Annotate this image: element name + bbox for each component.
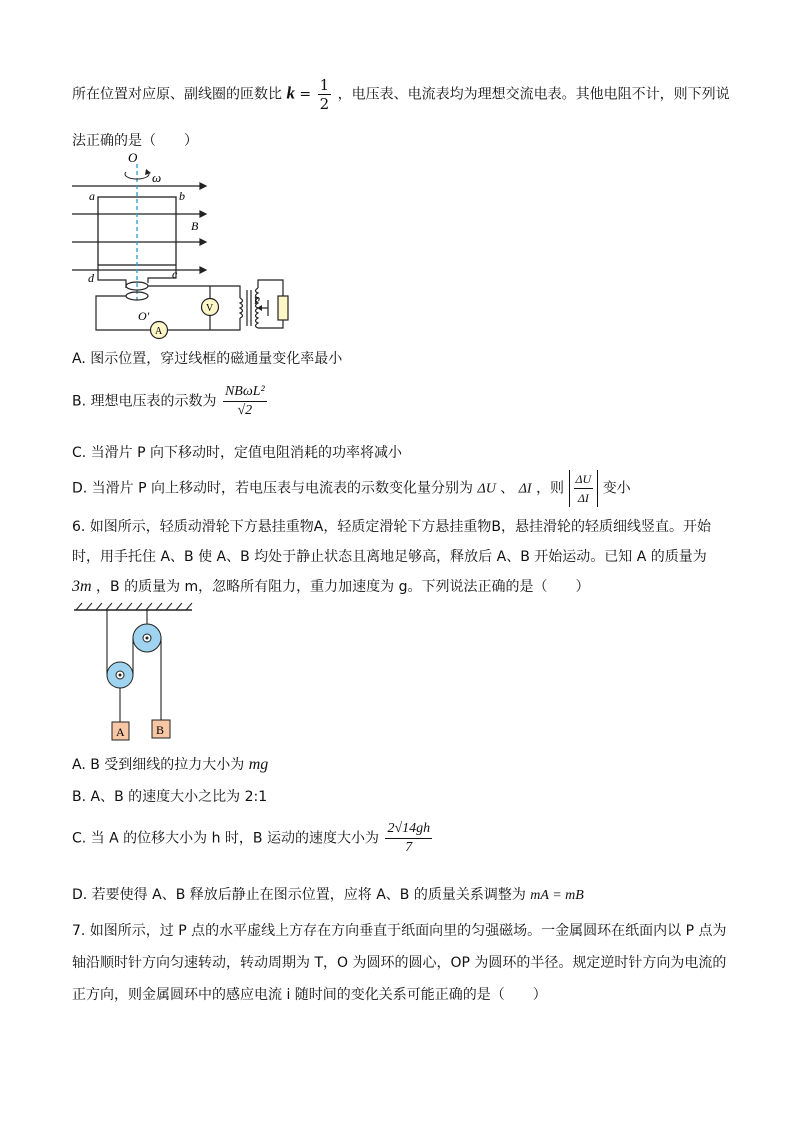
voltmeter-label: V [206, 303, 214, 314]
ratio-numerator: ΔU [574, 470, 594, 489]
velocity-numerator: 2√14gh [385, 820, 432, 839]
fraction-numerator: 1 [319, 76, 330, 94]
k-symbol: k [286, 83, 295, 103]
q5-intro-b: ，电压表、电流表均为理想交流电表。其他电阻不计，则下列说 [337, 86, 730, 103]
q6-option-c-prefix: C. 当 A 的位移大小为 h 时，B 运动的速度大小为 [72, 830, 379, 847]
block-a-label: A [116, 725, 125, 739]
q6-line2: 时，用手托住 A、B 使 A、B 均处于静止状态且离地足够高，释放后 A、B 开始运动。已知 A 的质量为 [72, 549, 707, 565]
mass-relation: mA = mB [530, 888, 584, 903]
label-omega: ω [152, 170, 162, 185]
q5-option-d-then: ，则 [536, 480, 565, 497]
q5-option-c: C. 当滑片 P 向下移动时，定值电阻消耗的功率将减小 [72, 445, 403, 461]
fraction-denominator: 2 [319, 95, 330, 113]
formula-denominator: √2 [237, 403, 253, 418]
label-field-b: B [191, 219, 199, 233]
equals-sign: = [299, 86, 312, 103]
q6-option-c [72, 820, 434, 857]
q5-intro-a: 所在位置对应原、副线圈的匝数比 [72, 86, 282, 103]
ratio-denominator: ΔI [577, 491, 589, 505]
formula-numerator: NBωL² [223, 383, 267, 402]
q6-line3-rest: ，B 的质量为 m，忽略所有阻力，重力加速度为 g。下列说法正确的是（ ） [96, 579, 590, 595]
mass-a: 3m [72, 578, 92, 595]
q6-option-b: B. A、B 的速度大小之比为 2:1 [72, 789, 268, 805]
label-b: b [179, 189, 185, 203]
q6-option-a [72, 754, 268, 774]
tension-value: mg [248, 756, 269, 773]
q6-option-a-prefix: A. B 受到细线的拉力大小为 [72, 757, 245, 773]
pulley-diagram [70, 600, 200, 745]
q6-line1: 6. 如图所示，轻质动滑轮下方悬挂重物A，轻质定滑轮下方悬挂重物B，悬挂滑轮的轻质细线竖直。开始 [72, 519, 711, 535]
q5-intro-line1 [72, 76, 730, 113]
q5-option-b [72, 383, 269, 420]
turns-ratio-fraction [318, 76, 332, 113]
q5-option-d-suffix: 变小 [602, 480, 631, 497]
q6-line3 [72, 576, 590, 596]
ratio-fraction [574, 470, 594, 507]
velocity-formula [385, 820, 432, 857]
q7-line1: 7. 如图所示，过 P 点的水平虚线上方存在方向垂直于纸面向里的匀强磁场。一金属圆环在纸面内以 P 点为 [72, 923, 727, 939]
label-o-prime: O′ [138, 309, 150, 323]
ammeter-label: A [155, 326, 163, 337]
separator: 、 [500, 480, 515, 497]
label-o: O [128, 150, 138, 165]
q5-option-d [72, 470, 631, 507]
delta-i: ΔI [518, 481, 532, 497]
q6-option-d [72, 884, 584, 904]
label-c: c [172, 267, 178, 281]
generator-circuit-diagram [68, 150, 298, 340]
label-d: d [88, 271, 94, 285]
block-b-label: B [156, 723, 165, 737]
q5-option-b-prefix: B. 理想电压表的示数为 [72, 393, 217, 410]
q7-line3: 正方向，则金属圆环中的感应电流 i 随时间的变化关系可能正确的是（ ） [72, 987, 547, 1003]
abs-value-bars [569, 470, 599, 507]
delta-u: ΔU [477, 481, 496, 497]
voltmeter-formula [223, 383, 267, 420]
velocity-denominator: 7 [405, 840, 413, 855]
q5-option-a: A. 图示位置，穿过线框的磁通量变化率最小 [72, 351, 343, 367]
label-a: a [89, 189, 95, 203]
label-p: P [254, 295, 261, 307]
q5-option-d-prefix: D. 当滑片 P 向上移动时，若电压表与电流表的示数变化量分别为 [72, 480, 474, 497]
q6-option-d-prefix: D. 若要使得 A、B 释放后静止在图示位置，应将 A、B 的质量关系调整为 [72, 887, 526, 903]
q7-line2: 轴沿顺时针方向匀速转动，转动周期为 T，O 为圆环的圆心，OP 为圆环的半径。规定逆时针方向为电流的 [72, 955, 727, 971]
q5-intro-c: 法正确的是（ ） [72, 133, 198, 149]
